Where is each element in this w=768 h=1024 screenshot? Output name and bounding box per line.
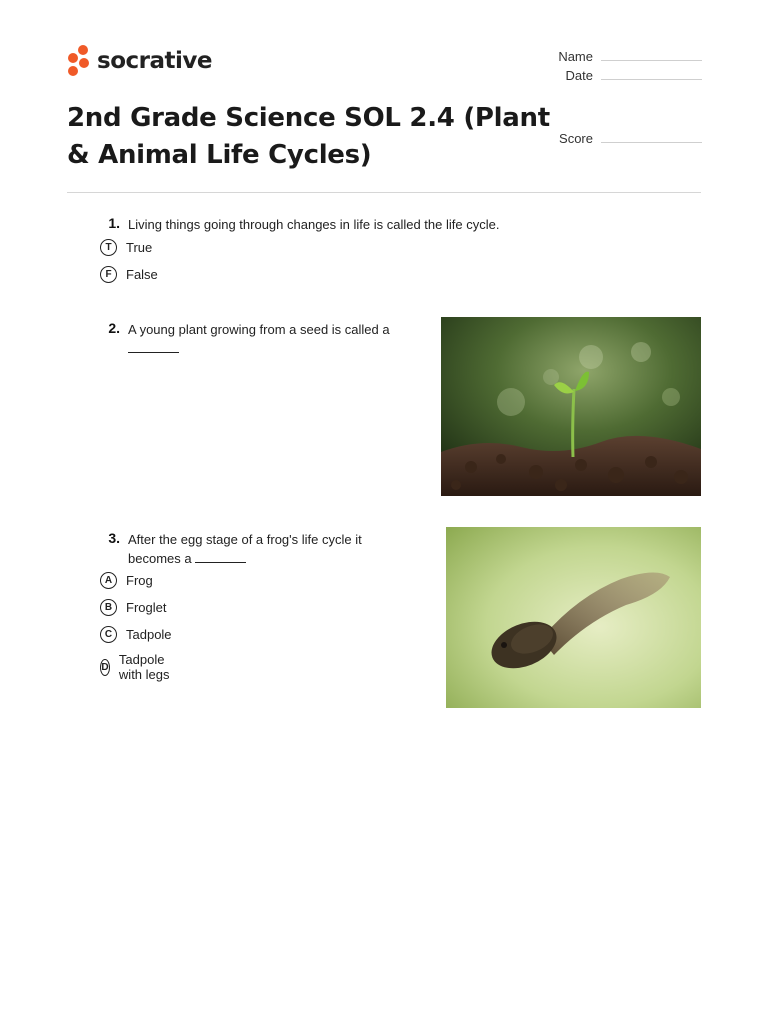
answer-bubble[interactable]: C: [100, 626, 117, 643]
question-text-line: becomes a: [128, 551, 192, 566]
option-false[interactable]: [100, 266, 158, 283]
option-label: Froglet: [126, 600, 167, 615]
answer-bubble[interactable]: F: [100, 266, 117, 283]
question-number: 3.: [108, 530, 120, 546]
answer-blank[interactable]: [195, 550, 246, 563]
option-b[interactable]: [100, 599, 166, 616]
question-number: 1.: [108, 215, 120, 231]
seedling-image: [441, 317, 701, 496]
name-line[interactable]: [601, 50, 702, 61]
answer-blank[interactable]: [128, 340, 179, 353]
question-text: [128, 530, 428, 568]
date-line[interactable]: [601, 69, 702, 80]
socrative-logo-icon: [67, 45, 91, 77]
question-number: 2.: [108, 320, 120, 336]
answer-bubble[interactable]: A: [100, 572, 117, 589]
option-true[interactable]: [100, 239, 152, 256]
option-label: Frog: [126, 573, 153, 588]
option-label: False: [126, 267, 158, 282]
worksheet-title: 2nd Grade Science SOL 2.4 (Plant & Animal Life Cycles): [67, 103, 550, 170]
answer-bubble[interactable]: D: [100, 659, 110, 676]
question-text: Living things going through changes in life is called the life cycle.: [128, 217, 500, 232]
score-label: Score: [559, 131, 593, 146]
brand-name: socrative: [97, 48, 212, 74]
socrative-logo: [67, 45, 212, 77]
date-label: Date: [565, 68, 593, 83]
tadpole-image: [446, 527, 701, 708]
option-label: Tadpole with legs: [118, 652, 170, 682]
option-label: Tadpole: [126, 627, 172, 642]
question-text: [128, 320, 428, 358]
answer-bubble[interactable]: B: [100, 599, 117, 616]
option-label: True: [126, 240, 153, 255]
option-a[interactable]: [100, 572, 153, 589]
question-text-line: After the egg stage of a frog's life cycle it: [128, 532, 362, 547]
option-c[interactable]: [100, 626, 172, 643]
answer-bubble[interactable]: T: [100, 239, 117, 256]
option-d[interactable]: [100, 652, 172, 682]
score-line[interactable]: [601, 132, 702, 143]
name-field: [548, 49, 702, 64]
date-field: [548, 68, 702, 83]
header-divider: [67, 192, 701, 193]
name-label: Name: [558, 49, 593, 64]
score-field: [548, 131, 702, 146]
question-text-line: A young plant growing from a seed is called a: [128, 322, 390, 337]
